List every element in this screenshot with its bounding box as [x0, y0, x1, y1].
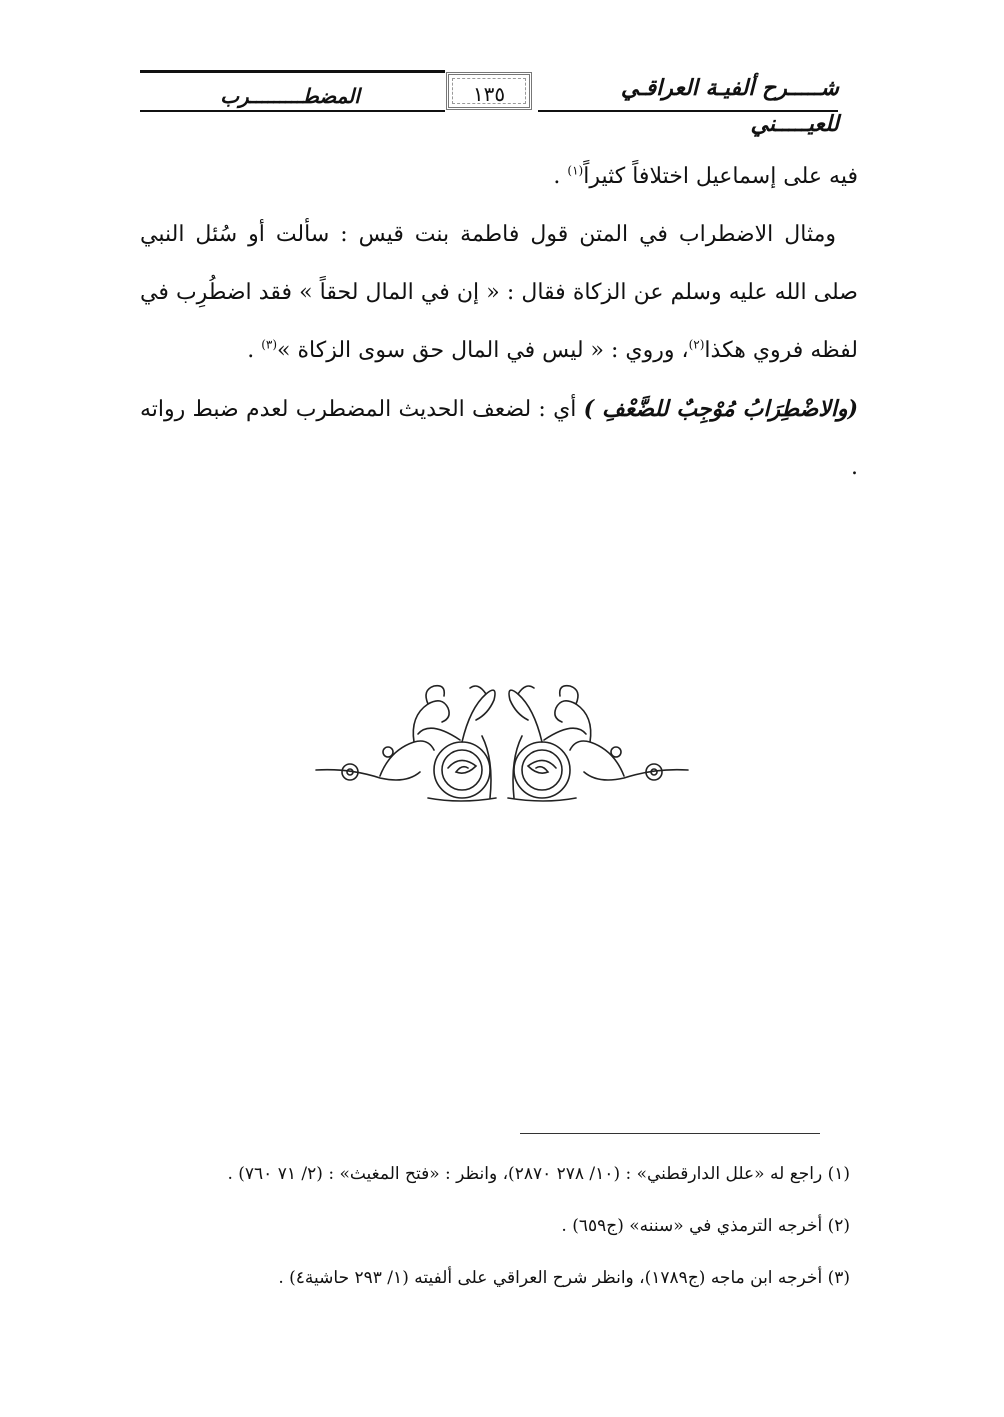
paragraph-3 [140, 380, 858, 497]
footnotes [150, 1148, 850, 1304]
footnote-ref-3[interactable]: (٣) [261, 337, 278, 352]
footnote-2: (٢) أخرجه الترمذي في «سننه» (ج٦٥٩) . [561, 1216, 850, 1236]
footnote-separator [520, 1133, 820, 1134]
header-rule-top [140, 70, 445, 73]
footnote-ref-2[interactable]: (٢) [688, 337, 705, 352]
main-text [140, 148, 858, 497]
decorative-ornament-icon [310, 680, 694, 806]
footnote-1: (١) راجع له «علل الدارقطني» : (١٠/ ٢٧٨ ٢٨٧٠)، وانظر : «فتح المغيث» : (٢/ ٧١ ٧٦٠) . [227, 1164, 850, 1184]
paragraph-2-end: . [247, 338, 255, 363]
page-number: ١٣٥ [472, 82, 506, 106]
matn-verse: (والاضْطِرَابُ مُوْجِبٌ للضَّعْفِ ) [583, 396, 858, 422]
paragraph-1-end: . [553, 164, 561, 189]
footnote-3: (٣) أخرجه ابن ماجه (ج١٧٨٩)، وانظر شرح العراقي على ألفيته (١/ ٢٩٣ حاشية٤) . [278, 1268, 850, 1288]
paragraph-1 [140, 148, 858, 206]
running-header-book-title: شـــــرح ألفيـة العراقـي للعيـــــني [620, 75, 839, 137]
paragraph-2-text-a: ومثال الاضطراب في المتن قول فاطمة بنت قيس : سألت أو سُئل النبي صلى الله عليه وسلم عن الزكاة فقال : « إن في المال لحقاً » فقد اضطُرِب في لفظه فروي هكذا [140, 222, 858, 363]
paragraph-2 [140, 206, 858, 380]
running-header-chapter-title: المضطـــــــــرب [220, 84, 360, 108]
page-number-box [446, 72, 532, 110]
paragraph-2-text-b: ، وروي : « ليس في المال حق سوى الزكاة » [277, 338, 689, 363]
paragraph-3-commentary: أي : لضعف الحديث المضطرب لعدم ضبط رواته . [140, 397, 858, 480]
footnote-ref-1[interactable]: (١) [567, 163, 584, 178]
paragraph-1-text: فيه على إسماعيل اختلافاً كثيراً [583, 164, 858, 189]
